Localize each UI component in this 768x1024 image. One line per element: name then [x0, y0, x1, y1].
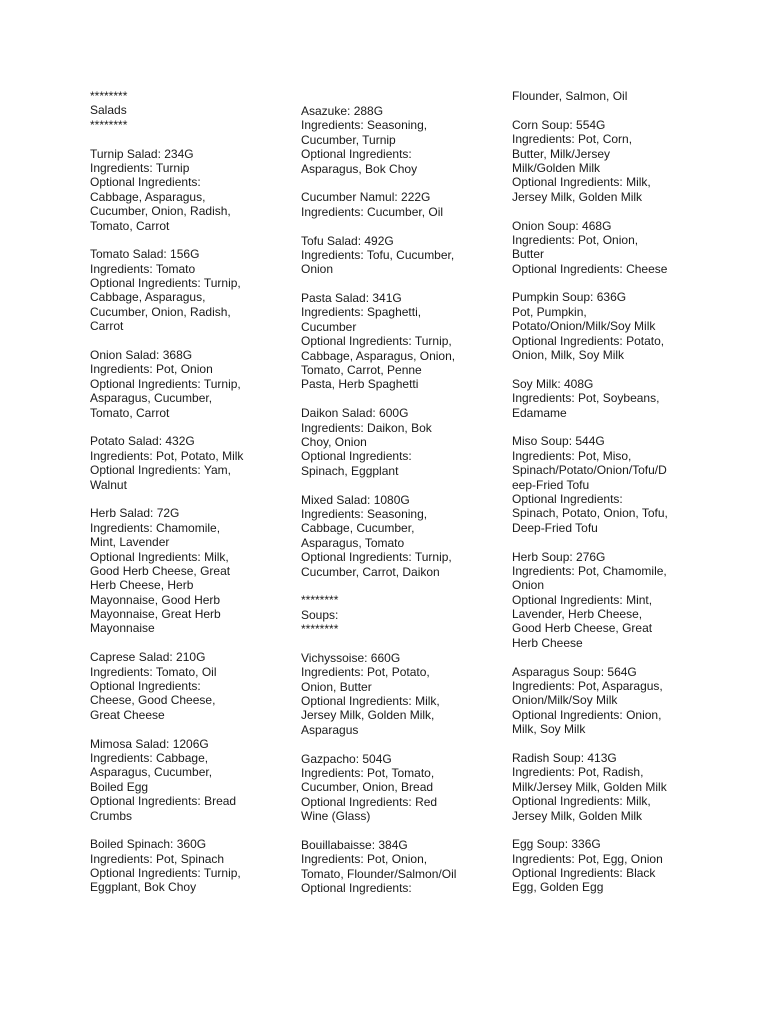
text-line: Corn Soup: 554G — [512, 117, 606, 132]
text-column-left — [90, 89, 290, 895]
text-line: Mayonnaise, Great Herb — [90, 607, 221, 622]
text-line: Mayonnaise, Good Herb — [90, 592, 221, 607]
text-line: Egg, Golden Egg — [512, 880, 604, 895]
text-line: Optional Ingredients: — [301, 449, 412, 464]
text-line: Onion, Milk, Soy Milk — [512, 348, 625, 363]
text-line: Tomato, Carrot — [90, 218, 170, 233]
text-line: Cucumber, Carrot, Daikon — [301, 564, 440, 579]
text-line: Walnut — [90, 477, 127, 492]
text-line: Tomato Salad: 156G — [90, 247, 200, 262]
text-line: Cabbage, Cucumber, — [301, 521, 415, 536]
text-line: Ingredients: Pot, Corn, — [512, 132, 633, 147]
blank-line — [301, 392, 501, 406]
blank-line — [90, 132, 290, 146]
text-line: Spinach/Potato/Onion/Tofu/D — [512, 463, 667, 478]
text-line: Asparagus — [301, 722, 359, 737]
text-line: Onion/Milk/Soy Milk — [512, 693, 618, 708]
text-line: Soy Milk: 408G — [512, 376, 594, 391]
text-line: Turnip Salad: 234G — [90, 146, 194, 161]
blank-line — [301, 478, 501, 492]
blank-line — [512, 420, 712, 434]
text-line: ******** — [90, 89, 128, 103]
text-line: Ingredients: Seasoning, — [301, 506, 428, 521]
text-line: Optional Ingredients: Bread — [90, 794, 237, 809]
text-line: Spinach, Potato, Onion, Tofu, — [512, 506, 668, 521]
text-line: Pasta, Herb Spaghetti — [301, 377, 419, 392]
text-line: Ingredients: Tomato, Oil — [90, 664, 217, 679]
text-line: Cucumber, Onion, Bread — [301, 780, 434, 795]
text-line: Tomato, Carrot — [90, 405, 170, 420]
text-line: Ingredients: Tomato — [90, 261, 196, 276]
text-line: Mimosa Salad: 1206G — [90, 736, 209, 751]
text-line: Miso Soup: 544G — [512, 434, 605, 449]
text-line: Jersey Milk, Golden Milk, — [301, 708, 435, 723]
text-line: Flounder, Salmon, Oil — [512, 89, 628, 103]
text-line: Optional Ingredients: — [301, 147, 412, 162]
blank-line — [90, 334, 290, 348]
text-column-middle — [301, 104, 501, 895]
text-line: Ingredients: Cabbage, — [90, 750, 209, 765]
text-line: Optional Ingredients: — [512, 491, 623, 506]
text-line: Cabbage, Asparagus, — [90, 189, 206, 204]
text-line: Asparagus, Bok Choy — [301, 161, 418, 176]
blank-line — [301, 176, 501, 190]
text-line: Optional Ingredients: Milk, — [512, 175, 651, 190]
text-line: Milk/Golden Milk — [512, 160, 601, 175]
text-line: Jersey Milk, Golden Milk — [512, 189, 643, 204]
text-line: Eggplant, Bok Choy — [90, 880, 197, 895]
text-line: Optional Ingredients: Red — [301, 794, 438, 809]
text-line: Ingredients: Pot, Miso, — [512, 448, 632, 463]
blank-line — [90, 722, 290, 736]
text-line: Cabbage, Asparagus, Onion, — [301, 348, 456, 363]
text-line: Herb Cheese, Herb — [90, 578, 194, 593]
text-line: Deep-Fried Tofu — [512, 520, 598, 535]
text-line: Onion, Butter — [301, 679, 372, 694]
text-line: Optional Ingredients: Milk, — [90, 549, 229, 564]
text-line: Cucumber, Turnip — [301, 132, 396, 147]
text-line: Asparagus, Tomato — [301, 535, 405, 550]
text-column-right — [512, 89, 712, 895]
text-line: Asparagus, Cucumber, — [90, 765, 213, 780]
blank-line — [301, 219, 501, 233]
text-line: Potato/Onion/Milk/Soy Milk — [512, 319, 656, 334]
blank-line — [90, 492, 290, 506]
text-line: Optional Ingredients: Potato, — [512, 333, 665, 348]
text-line: Ingredients: Pot, Onion — [90, 362, 213, 377]
text-line: ******** — [90, 117, 128, 132]
text-line: Cheese, Good Cheese, — [90, 693, 216, 708]
blank-line — [512, 362, 712, 376]
text-line: Radish Soup: 413G — [512, 750, 617, 765]
text-line: Onion — [512, 578, 545, 593]
blank-line — [301, 824, 501, 838]
text-line: Mixed Salad: 1080G — [301, 492, 410, 507]
text-line: Bouillabaisse: 384G — [301, 837, 408, 852]
text-line: Optional Ingredients: Turnip, — [90, 276, 241, 291]
text-line: Ingredients: Pot, Potato, Milk — [90, 448, 244, 463]
text-line: Soups: — [301, 607, 339, 622]
text-line: Vichyssoise: 660G — [301, 650, 401, 665]
text-line: Ingredients: Pot, Spinach — [90, 851, 225, 866]
text-line: eep-Fried Tofu — [512, 477, 590, 492]
text-line: Optional Ingredients: Turnip, — [301, 550, 452, 565]
text-line: Caprese Salad: 210G — [90, 650, 206, 665]
text-line: Ingredients: Daikon, Bok — [301, 420, 432, 435]
text-line: Ingredients: Pot, Egg, Onion — [512, 851, 663, 866]
blank-line — [512, 737, 712, 751]
blank-line — [301, 737, 501, 751]
text-line: Ingredients: Turnip — [90, 160, 190, 175]
text-line: Gazpacho: 504G — [301, 751, 392, 766]
text-line: Tomato, Flounder/Salmon/Oil — [301, 866, 457, 881]
text-line: Ingredients: Seasoning, — [301, 118, 428, 133]
text-line: Mayonnaise — [90, 621, 155, 636]
text-line: Crumbs — [90, 808, 133, 823]
blank-line — [301, 579, 501, 593]
text-line: Wine (Glass) — [301, 809, 371, 824]
text-line: Optional Ingredients: Black — [512, 866, 656, 881]
text-line: Salads — [90, 103, 127, 118]
text-line: Herb Soup: 276G — [512, 549, 606, 564]
text-line: Optional Ingredients: Yam, — [90, 463, 231, 478]
text-line: Onion — [301, 262, 334, 277]
text-line: Good Herb Cheese, Great — [512, 621, 653, 636]
text-line: Choy, Onion — [301, 434, 367, 449]
text-line: Spinach, Eggplant — [301, 463, 399, 478]
text-line: Jersey Milk, Golden Milk — [512, 808, 643, 823]
blank-line — [301, 277, 501, 291]
text-line: Optional Ingredients: Turnip, — [301, 334, 452, 349]
text-line: Good Herb Cheese, Great — [90, 563, 231, 578]
text-line: Carrot — [90, 319, 124, 334]
text-line: ******** — [301, 593, 339, 608]
text-line: Asazuke: 288G — [301, 104, 384, 118]
text-line: Boiled Spinach: 360G — [90, 837, 207, 852]
blank-line — [90, 823, 290, 837]
text-line: Optional Ingredients: — [90, 679, 201, 694]
text-line: Great Cheese — [90, 707, 165, 722]
text-line: Butter — [512, 247, 545, 262]
blank-line — [512, 823, 712, 837]
text-line: Optional Ingredients: Turnip, — [90, 866, 241, 881]
blank-line — [301, 636, 501, 650]
text-line: Optional Ingredients: Milk, — [301, 694, 440, 709]
text-line: Tomato, Carrot, Penne — [301, 363, 422, 378]
text-line: Daikon Salad: 600G — [301, 406, 409, 421]
text-line: Onion Salad: 368G — [90, 348, 193, 363]
text-line: Ingredients: Spaghetti, — [301, 305, 422, 320]
text-line: Pasta Salad: 341G — [301, 291, 402, 306]
text-line: Pot, Pumpkin, — [512, 304, 587, 319]
text-line: Cucumber, Onion, Radish, — [90, 304, 231, 319]
text-line: Cucumber, Onion, Radish, — [90, 204, 231, 219]
text-line: Optional Ingredients: Turnip, — [90, 376, 241, 391]
text-line: Optional Ingredients: Onion, — [512, 707, 662, 722]
text-line: Asparagus Soup: 564G — [512, 664, 637, 679]
text-line: Optional Ingredients: Mint, — [512, 592, 653, 607]
text-line: Optional Ingredients: — [90, 175, 201, 190]
text-line: Edamame — [512, 405, 567, 420]
blank-line — [90, 233, 290, 247]
text-line: Optional Ingredients: Cheese — [512, 261, 668, 276]
text-line: Ingredients: Pot, Radish, — [512, 765, 644, 780]
text-line: Ingredients: Cucumber, Oil — [301, 204, 444, 219]
text-line: ******** — [301, 622, 339, 637]
text-line: Butter, Milk/Jersey — [512, 146, 611, 161]
text-line: Onion Soup: 468G — [512, 218, 612, 233]
blank-line — [512, 535, 712, 549]
text-line: Ingredients: Chamomile, — [90, 520, 221, 535]
text-line: Ingredients: Pot, Potato, — [301, 665, 430, 680]
blank-line — [512, 204, 712, 218]
text-line: Cucumber — [301, 319, 357, 334]
text-line: Cabbage, Asparagus, — [90, 290, 206, 305]
text-line: Ingredients: Tofu, Cucumber, — [301, 247, 455, 262]
text-line: Pumpkin Soup: 636G — [512, 290, 627, 305]
text-line: Ingredients: Pot, Onion, — [301, 852, 428, 867]
text-line: Lavender, Herb Cheese, — [512, 607, 643, 622]
text-line: Herb Salad: 72G — [90, 506, 180, 521]
blank-line — [512, 103, 712, 117]
text-line: Asparagus, Cucumber, — [90, 391, 213, 406]
blank-line — [90, 420, 290, 434]
text-line: Ingredients: Pot, Tomato, — [301, 765, 435, 780]
text-line: Tofu Salad: 492G — [301, 233, 394, 248]
text-line: Potato Salad: 432G — [90, 434, 195, 449]
text-line: Milk/Jersey Milk, Golden Milk — [512, 779, 667, 794]
text-line: Egg Soup: 336G — [512, 837, 601, 852]
blank-line — [512, 650, 712, 664]
text-line: Boiled Egg — [90, 779, 149, 794]
text-line: Ingredients: Pot, Onion, — [512, 232, 639, 247]
text-line: Cucumber Namul: 222G — [301, 190, 431, 205]
text-line: Ingredients: Pot, Chamomile, — [512, 563, 667, 578]
text-line: Herb Cheese — [512, 635, 583, 650]
text-line: Optional Ingredients: — [301, 881, 412, 896]
text-line: Milk, Soy Milk — [512, 722, 586, 737]
text-line: Ingredients: Pot, Soybeans, — [512, 391, 660, 406]
blank-line — [90, 636, 290, 650]
text-line: Optional Ingredients: Milk, — [512, 794, 651, 809]
text-line: Mint, Lavender — [90, 535, 170, 550]
blank-line — [512, 276, 712, 290]
text-line: Ingredients: Pot, Asparagus, — [512, 679, 663, 694]
